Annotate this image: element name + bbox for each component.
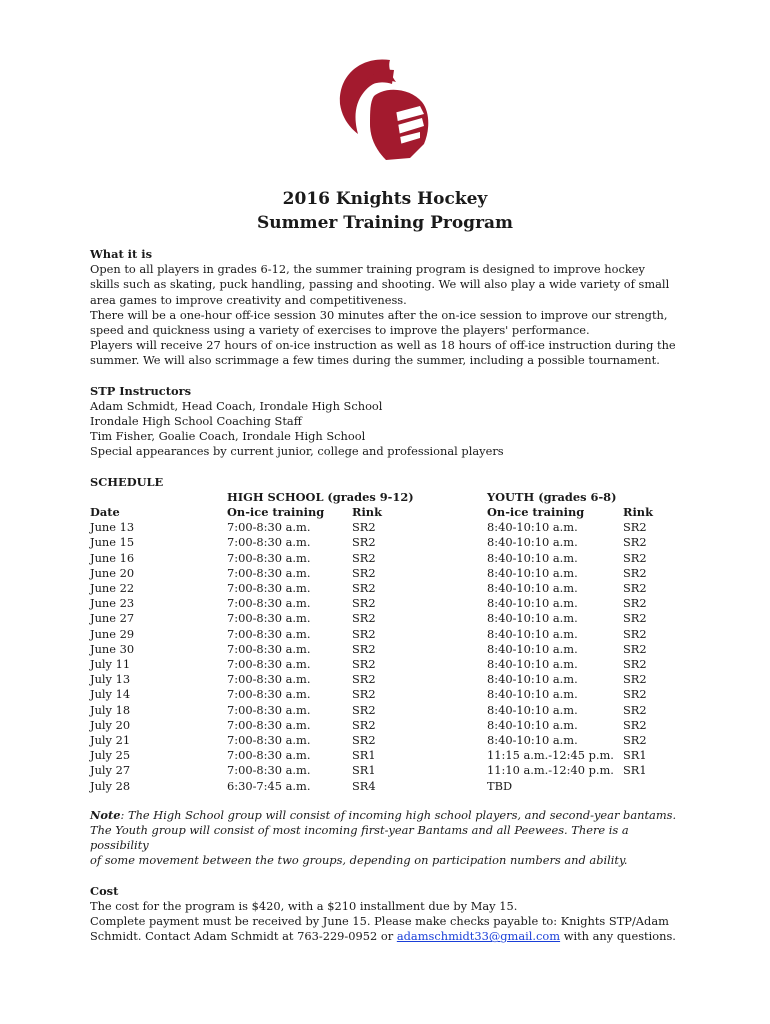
schedule-row <box>90 520 680 535</box>
youth-rink-cell: SR2 <box>623 520 647 535</box>
youth-time-cell: 8:40-10:10 a.m. <box>487 565 578 580</box>
section-heading-cost: Cost <box>90 883 119 898</box>
hs-rink-cell: SR2 <box>352 550 376 565</box>
schedule-row <box>90 779 680 794</box>
youth-time-cell: 8:40-10:10 a.m. <box>487 535 578 550</box>
column-header-youth-rink: Rink <box>623 505 653 520</box>
youth-rink-cell: SR2 <box>623 717 647 732</box>
hs-time-cell: 7:00-8:30 a.m. <box>227 626 311 641</box>
column-header-date: Date <box>90 505 120 520</box>
youth-group-label: YOUTH (grades 6-8) <box>487 489 617 504</box>
date-cell: June 16 <box>90 550 135 565</box>
hs-time-cell: 7:00-8:30 a.m. <box>227 641 311 656</box>
hs-time-cell: 6:30-7:45 a.m. <box>227 778 311 793</box>
text-line: speed and quickness using a variety of exercises to improve the players' performance. <box>90 323 590 338</box>
hs-time-cell: 7:00-8:30 a.m. <box>227 550 311 565</box>
hs-time-cell: 7:00-8:30 a.m. <box>227 672 311 687</box>
youth-time-cell: 8:40-10:10 a.m. <box>487 717 578 732</box>
instructor-line: Adam Schmidt, Head Coach, Irondale High School <box>90 398 383 413</box>
hs-time-cell: 7:00-8:30 a.m. <box>227 520 311 535</box>
schedule-row <box>90 657 680 672</box>
column-header-youth-time: On-ice training <box>487 505 585 520</box>
schedule-row <box>90 611 680 626</box>
youth-time-cell: 8:40-10:10 a.m. <box>487 672 578 687</box>
text-line: skills such as skating, puck handling, passing and shooting. We will also play a wide variety of small <box>90 277 670 292</box>
youth-time-cell: 8:40-10:10 a.m. <box>487 641 578 656</box>
instructors-list <box>90 399 680 460</box>
instructor-line: Tim Fisher, Goalie Coach, Irondale High School <box>90 429 366 444</box>
column-header-hs-rink: Rink <box>352 505 382 520</box>
schedule-row <box>90 642 680 657</box>
schedule-row <box>90 566 680 581</box>
schedule-row <box>90 748 680 763</box>
date-cell: July 18 <box>90 702 131 717</box>
hs-time-cell: 7:00-8:30 a.m. <box>227 717 311 732</box>
youth-rink-cell: SR2 <box>623 611 647 626</box>
hs-rink-cell: SR2 <box>352 535 376 550</box>
youth-rink-cell: SR2 <box>623 733 647 748</box>
hs-rink-cell: SR2 <box>352 641 376 656</box>
date-cell: June 20 <box>90 565 135 580</box>
date-cell: July 28 <box>90 778 131 793</box>
schedule-row <box>90 733 680 748</box>
date-cell: June 13 <box>90 520 135 535</box>
hs-rink-cell: SR2 <box>352 520 376 535</box>
text-line: area games to improve creativity and competitiveness. <box>90 292 407 307</box>
hs-time-cell: 7:00-8:30 a.m. <box>227 596 311 611</box>
youth-rink-cell: SR2 <box>623 550 647 565</box>
youth-time-cell: 11:15 a.m.-12:45 p.m. <box>487 748 614 763</box>
youth-rink-cell: SR2 <box>623 535 647 550</box>
youth-rink-cell: SR2 <box>623 596 647 611</box>
date-cell: July 25 <box>90 748 131 763</box>
section-heading-schedule: SCHEDULE <box>90 474 164 489</box>
hs-time-cell: 7:00-8:30 a.m. <box>227 702 311 717</box>
schedule-row <box>90 596 680 611</box>
date-cell: July 13 <box>90 672 131 687</box>
cost-line: Schmidt. Contact Adam Schmidt at 763-229-0952 or adamschmidt33@gmail.com with any questions. <box>90 929 676 944</box>
what-it-is-text <box>90 262 680 368</box>
youth-rink-cell: SR2 <box>623 702 647 717</box>
knight-helmet-icon <box>330 52 440 164</box>
hs-rink-cell: SR2 <box>352 596 376 611</box>
cost-line: Complete payment must be received by June 15. Please make checks payable to: Knights STP/Adam <box>90 914 669 929</box>
hs-time-cell: 7:00-8:30 a.m. <box>227 657 311 672</box>
hs-rink-cell: SR2 <box>352 581 376 596</box>
instructor-line: Irondale High School Coaching Staff <box>90 414 302 429</box>
hs-time-cell: 7:00-8:30 a.m. <box>227 763 311 778</box>
schedule-row <box>90 627 680 642</box>
hs-rink-cell: SR2 <box>352 717 376 732</box>
youth-time-cell: 8:40-10:10 a.m. <box>487 520 578 535</box>
youth-time-cell: 8:40-10:10 a.m. <box>487 550 578 565</box>
date-cell: June 29 <box>90 626 135 641</box>
youth-rink-cell: SR2 <box>623 657 647 672</box>
schedule-row <box>90 551 680 566</box>
hs-time-cell: 7:00-8:30 a.m. <box>227 535 311 550</box>
note-line: Note: The High School group will consist of incoming high school players, and second-year bantams. <box>90 807 677 822</box>
hs-time-cell: 7:00-8:30 a.m. <box>227 581 311 596</box>
date-cell: July 20 <box>90 717 131 732</box>
hs-time-cell: 7:00-8:30 a.m. <box>227 611 311 626</box>
youth-rink-cell: SR1 <box>623 763 647 778</box>
hs-rink-cell: SR2 <box>352 702 376 717</box>
schedule-table <box>90 490 680 796</box>
schedule-row <box>90 581 680 596</box>
text-line: Open to all players in grades 6-12, the summer training program is designed to improve hockey <box>90 262 645 277</box>
schedule-row <box>90 718 680 733</box>
youth-time-cell: 8:40-10:10 a.m. <box>487 581 578 596</box>
hs-time-cell: 7:00-8:30 a.m. <box>227 687 311 702</box>
schedule-row <box>90 672 680 687</box>
date-cell: June 23 <box>90 596 135 611</box>
youth-time-cell: 8:40-10:10 a.m. <box>487 702 578 717</box>
hs-time-cell: 7:00-8:30 a.m. <box>227 565 311 580</box>
section-heading-what-it-is: What it is <box>90 247 152 261</box>
hs-rink-cell: SR2 <box>352 733 376 748</box>
column-header-hs-time: On-ice training <box>227 505 325 520</box>
youth-rink-cell: SR1 <box>623 748 647 763</box>
youth-time-cell: 8:40-10:10 a.m. <box>487 611 578 626</box>
youth-time-cell: TBD <box>487 778 513 793</box>
note-label: Note <box>90 807 121 822</box>
hs-rink-cell: SR1 <box>352 748 376 763</box>
date-cell: June 22 <box>90 581 135 596</box>
schedule-group-header <box>90 490 680 505</box>
date-cell: July 21 <box>90 733 131 748</box>
date-cell: June 30 <box>90 641 135 656</box>
youth-time-cell: 8:40-10:10 a.m. <box>487 626 578 641</box>
date-cell: June 15 <box>90 535 135 550</box>
high-school-group-label: HIGH SCHOOL (grades 9-12) <box>227 489 414 504</box>
text-line: summer. We will also scrimmage a few times during the summer, including a possible tournament. <box>90 353 660 368</box>
youth-time-cell: 11:10 a.m.-12:40 p.m. <box>487 763 614 778</box>
note-line: The Youth group will consist of most incoming first-year Bantams and all Peewees. There is a possibility <box>90 823 629 853</box>
schedule-row <box>90 763 680 778</box>
instructor-line: Special appearances by current junior, college and professional players <box>90 444 504 459</box>
youth-rink-cell: SR2 <box>623 626 647 641</box>
hs-rink-cell: SR1 <box>352 763 376 778</box>
schedule-row <box>90 703 680 718</box>
youth-rink-cell: SR2 <box>623 672 647 687</box>
email-link[interactable]: adamschmidt33@gmail.com <box>396 929 561 944</box>
youth-rink-cell: SR2 <box>623 641 647 656</box>
date-cell: June 27 <box>90 611 135 626</box>
hs-time-cell: 7:00-8:30 a.m. <box>227 748 311 763</box>
youth-time-cell: 8:40-10:10 a.m. <box>487 596 578 611</box>
hs-rink-cell: SR4 <box>352 778 376 793</box>
hs-rink-cell: SR2 <box>352 611 376 626</box>
youth-time-cell: 8:40-10:10 a.m. <box>487 733 578 748</box>
youth-time-cell: 8:40-10:10 a.m. <box>487 657 578 672</box>
schedule-row <box>90 535 680 550</box>
note-block <box>90 808 680 869</box>
youth-rink-cell: SR2 <box>623 565 647 580</box>
date-cell: July 14 <box>90 687 131 702</box>
date-cell: July 27 <box>90 763 131 778</box>
page-subtitle: Summer Training Program <box>256 213 514 233</box>
hs-rink-cell: SR2 <box>352 565 376 580</box>
hs-time-cell: 7:00-8:30 a.m. <box>227 733 311 748</box>
youth-time-cell: 8:40-10:10 a.m. <box>487 687 578 702</box>
note-line: of some movement between the two groups, depending on participation numbers and ability. <box>90 853 628 868</box>
hs-rink-cell: SR2 <box>352 687 376 702</box>
hs-rink-cell: SR2 <box>352 672 376 687</box>
section-heading-instructors: STP Instructors <box>90 383 192 398</box>
document-body <box>90 247 680 944</box>
hs-rink-cell: SR2 <box>352 657 376 672</box>
youth-rink-cell: SR2 <box>623 687 647 702</box>
schedule-column-header <box>90 505 680 520</box>
page-title: 2016 Knights Hockey <box>282 189 488 209</box>
schedule-row <box>90 687 680 702</box>
date-cell: July 11 <box>90 657 131 672</box>
text-line: There will be a one-hour off-ice session 30 minutes after the on-ice session to improve our strength, <box>90 307 668 322</box>
text-line: Players will receive 27 hours of on-ice instruction as well as 18 hours of off-ice instruction during the <box>90 338 676 353</box>
youth-rink-cell: SR2 <box>623 581 647 596</box>
hs-rink-cell: SR2 <box>352 626 376 641</box>
cost-line: The cost for the program is $420, with a $210 installment due by May 15. <box>90 898 518 913</box>
